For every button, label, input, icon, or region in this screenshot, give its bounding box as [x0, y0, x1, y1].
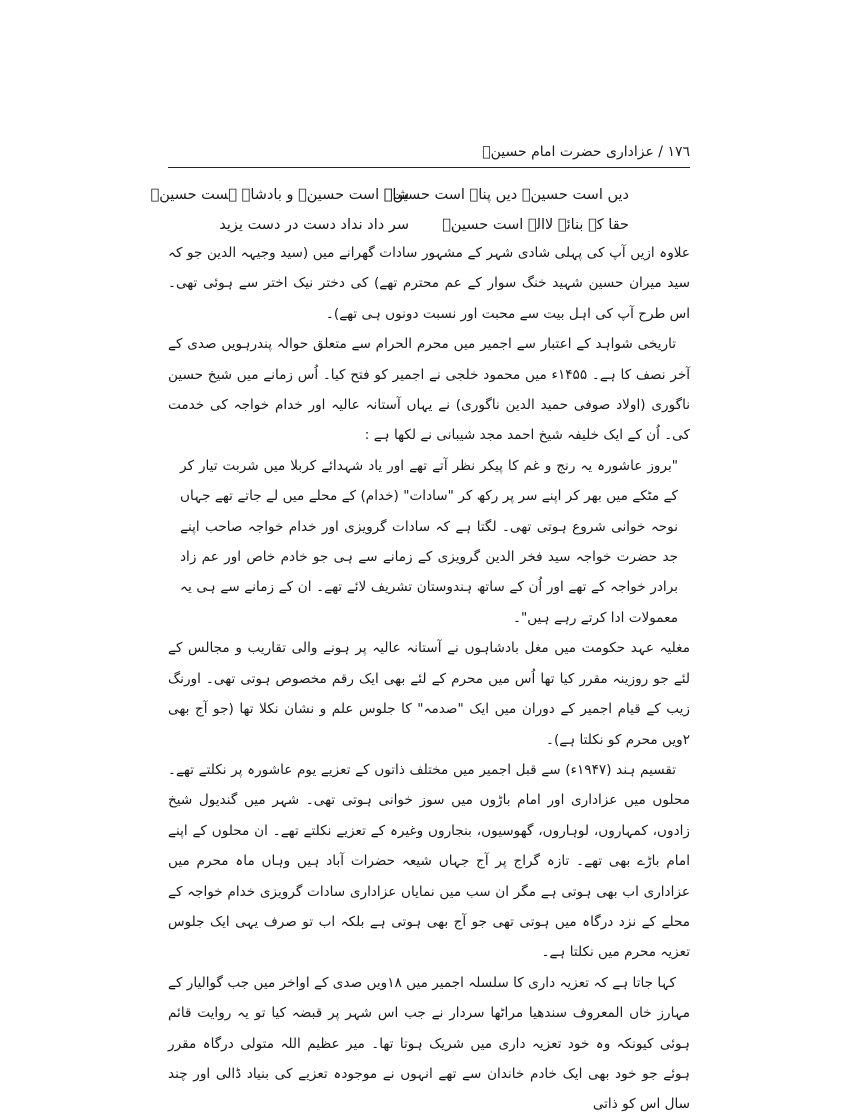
couplet-first-line: سر داد نداد دست در دست یزید — [219, 217, 409, 233]
page-number: ١٧٦ — [667, 144, 690, 160]
body-text — [168, 238, 690, 1120]
paragraph: کہا جاتا ہے کہ تعزیہ داری کا سلسلہ اجمیر میں ۱۸ویں صدی کے اواخر میں جب گوالیار کے مہارز خاں المعروف سندھیا مراٹھا سردار نے جب اس شہر پر قبضہ کیا تو یہ روایت قائم ہوئی کیونکہ وہ خود تعزیہ داری میں شریک ہوتا تھا۔ میر عظیم اللہ متولی درگاہ مقرر ہوئے جو خود بھی ایک خادم خاندان سے تھے انہوں نے موجودہ تعزیے کی بنیاد ڈالی اور چند سال اس کو ذاتی — [168, 974, 690, 1113]
page-header — [168, 140, 690, 164]
block-quote: "بروز عاشورہ یہ رنج و غم کا پیکر نظر آتے تھے اور یاد شہدائے کربلا میں شربت تیار کر کے مٹکے میں بھر کر اپنے سر پر رکھ کر "سادات" (خدام) کے محلے میں لے جاتے تھے جہاں نوحہ خوانی شروع ہوتی تھی۔ لگتا ہے کہ سادات گرویزی اور خدام خواجہ صاحب اپنے جد حضرت خواجہ سید فخر الدین گرویزی کے زمانے سے ہی جو خادم خاص اور عم زاد برادر خواجہ کے تھے اور اُن کے ساتھ ہندوستان تشریف لائے تھے۔ ان کے زمانے سے ہی یہ معمولات ادا کرتے رہے ہیں"۔ — [180, 457, 678, 626]
paragraph: مغلیہ عہد حکومت میں مغل بادشاہوں نے آستانہ عالیہ پر ہونے والی تقاریب و مجالس کے لئے جو روزینہ مقرر کیا تھا اُس میں محرم کے لئے بھی ایک رقم مخصوص ہوتی تھی۔ اورنگ زیب کے قیام اجمیر کے دوران میں ایک "صدمہ" کا جلوس علم و نشان نکلا تھا (جو آج بھی ۲ویں محرم کو نکلتا ہے)۔ — [168, 640, 690, 748]
couplet-first-line: شاہ است حسینؑ و بادشاہ ہست حسینؑ — [150, 187, 409, 203]
header-separator: / — [658, 144, 663, 160]
couplet — [168, 210, 690, 240]
couplet — [150, 180, 690, 210]
paragraph: تقسیم ہند (۱۹۴۷ء) سے قبل اجمیر میں مختلف ذاتوں کے تعزیے یوم عاشورہ پر نکلتے تھے۔ محلوں میں عزاداری اور امام باڑوں میں سوز خوانی ہوتی تھی۔ شہر میں گندیول شیخ زادوں، کمہاروں، لوہاروں، گھوسیوں، بنجاروں وغیرہ کے تعزیے نکلتے تھے۔ ان محلوں کے اپنے امام باڑے بھی تھے۔ تازہ گراج پر آج جہاں شیعہ حضرات آباد ہیں وہاں ماہ محرم میں عزاداری اب بھی ہوتی ہے مگر ان سب میں نمایاں عزاداری سادات گرویزی خدام خواجہ کے محلے کے نزد درگاہ میں ہوتی تھی جو آج بھی ہوتی ہے بلکہ اب تو صرف یہی ایک جلوس تعزیہ محرم میں نکلتا ہے۔ — [168, 761, 690, 961]
couplet-second-line: حقا کہ بنائے لاالہ است حسینؑ — [442, 217, 629, 233]
couplet-second-line: دیں است حسینؑ دیں پناہ است حسینؑ — [383, 187, 629, 203]
paragraph: تاریخی شواہد کے اعتبار سے اجمیر میں محرم الحرام سے متعلق حوالہ پندرہویں صدی کے آخر نصف کا ہے۔ ۱۴۵۵ء میں محمود خلجی نے اجمیر کو فتح کیا۔ اُس زمانے میں شیخ حسین ناگوری (اولاد صوفی حمید الدین ناگوری) نے یہاں آستانہ عالیہ اور خدام خواجہ کی خدمت کی۔ اُن کے ایک خلیفہ شیخ احمد مجد شیبانی نے لکھا ہے : — [168, 336, 690, 444]
persian-couplets — [150, 180, 690, 240]
running-title: عزاداری حضرت امام حسینؑ — [482, 144, 654, 160]
paragraph: علاوہ ازیں آپ کی پہلی شادی شہر کے مشہور سادات گھرانے میں (سید وجیہہ الدین جو کہ سید میران حسین شہید خنگ سوار کے عم محترم تھے) کی دختر نیک اختر سے ہوئی تھی۔ اس طرح آپ کی اہل بیت سے محبت اور نسبت دونوں ہی تھے)۔ — [168, 245, 690, 322]
header-rule — [168, 167, 690, 168]
